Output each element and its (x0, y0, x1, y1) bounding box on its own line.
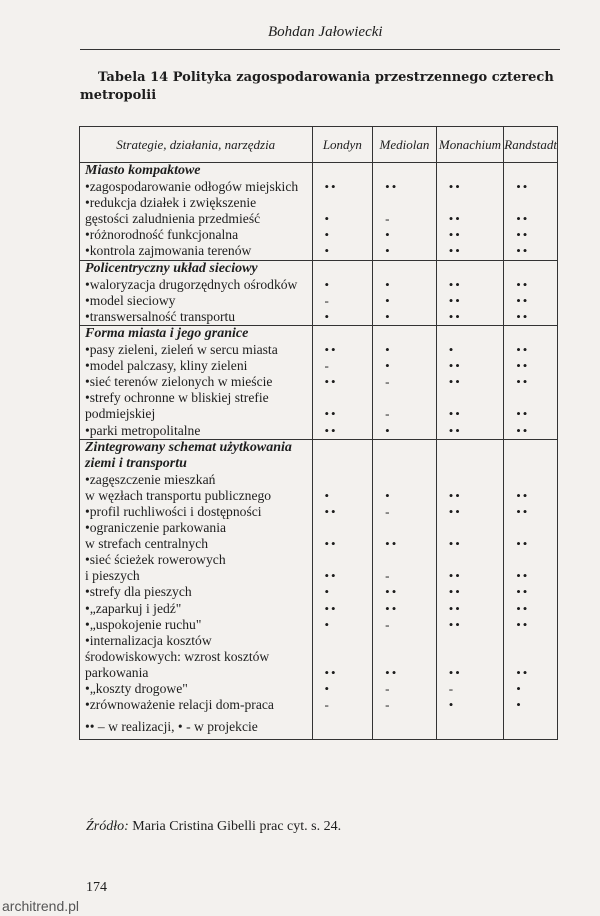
status-mark: - (324, 292, 331, 308)
table-section (80, 325, 558, 439)
status-mark: - (385, 568, 392, 584)
status-mark: • (324, 211, 332, 227)
header-randstadt: Randstadt (504, 127, 558, 163)
status-mark (437, 520, 504, 536)
strategy-item: •model palczasy, kliny zieleni (85, 358, 248, 374)
status-mark: •• (448, 664, 462, 680)
strategy-item: •profil ruchliwości i dostępności (85, 503, 262, 519)
status-mark (313, 440, 373, 456)
status-mark (313, 472, 373, 488)
status-mark: •• (324, 536, 338, 552)
status-mark (504, 326, 557, 342)
legend-spacer (313, 719, 373, 739)
strategy-item: •ograniczenie parkowania (85, 520, 227, 536)
status-mark: •• (324, 503, 338, 519)
status-mark: • (385, 292, 392, 308)
header-strategies: Strategie, działania, narzędzia (80, 127, 313, 163)
table-header-row (80, 127, 558, 163)
source-note (86, 819, 341, 835)
status-mark: • (324, 276, 332, 292)
status-mark: •• (385, 179, 399, 195)
strategy-item: •strefy ochronne w bliskiej strefie (85, 390, 269, 406)
status-mark (437, 552, 504, 568)
status-mark: •• (448, 227, 462, 243)
strategy-item: •waloryzacja drugorzędnych ośrodków (85, 276, 298, 292)
status-mark: •• (385, 664, 399, 680)
status-mark (373, 195, 436, 211)
status-mark: • (324, 681, 332, 696)
header-monachium: Monachium (436, 127, 504, 163)
status-mark (504, 633, 557, 649)
status-mark (373, 326, 436, 342)
status-mark: • (324, 616, 332, 632)
policy-table (79, 126, 558, 740)
status-mark (373, 390, 436, 406)
table-section (80, 260, 558, 325)
strategy-item: •transwersalność transportu (85, 308, 236, 324)
section-heading: ziemi i transportu (85, 455, 187, 471)
status-mark: - (385, 616, 392, 632)
city-marks-cell (373, 163, 437, 261)
status-mark: •• (516, 406, 530, 422)
strategy-item: •model sieciowy (85, 292, 176, 308)
status-mark: •• (324, 600, 338, 616)
status-mark: •• (448, 503, 462, 519)
status-mark (437, 163, 504, 179)
strategy-item: •zagospodarowanie odłogów miejskich (85, 179, 299, 195)
status-mark (313, 649, 373, 665)
city-marks-cell (312, 439, 373, 740)
status-mark (504, 649, 557, 665)
status-mark (373, 552, 436, 568)
status-mark: • (385, 308, 392, 324)
strategy-item: •pasy zieleni, zieleń w sercu miasta (85, 342, 278, 358)
status-mark (437, 195, 504, 211)
status-mark: - (385, 374, 392, 390)
status-mark: - (324, 697, 331, 713)
status-mark: - (385, 211, 392, 227)
status-mark: •• (516, 308, 530, 324)
status-mark (504, 390, 557, 406)
status-mark: •• (324, 568, 338, 584)
status-mark: • (324, 227, 332, 243)
status-mark: •• (448, 568, 462, 584)
status-mark: •• (448, 179, 462, 195)
table-section (80, 439, 558, 740)
page-number: 174 (86, 880, 107, 895)
city-marks-cell (436, 439, 504, 740)
strategy-item: •zrównoważenie relacji dom-praca (85, 697, 274, 713)
status-mark: •• (516, 292, 530, 308)
status-mark (437, 440, 504, 456)
strategy-cell (80, 325, 313, 439)
status-mark (504, 440, 557, 456)
status-mark (504, 195, 557, 211)
status-mark: •• (516, 374, 530, 390)
status-mark: •• (385, 584, 399, 600)
status-mark: •• (516, 422, 530, 438)
city-marks-cell (373, 439, 437, 740)
city-marks-cell (373, 325, 437, 439)
status-mark (373, 520, 436, 536)
status-mark (373, 633, 436, 649)
status-mark: • (448, 342, 456, 358)
status-mark (437, 472, 504, 488)
status-mark (504, 456, 557, 472)
status-mark: • (324, 584, 332, 600)
status-mark: - (385, 681, 392, 696)
status-mark: • (324, 487, 332, 503)
status-mark: •• (448, 358, 462, 374)
status-mark (373, 472, 436, 488)
status-mark (373, 440, 436, 456)
status-mark (313, 552, 373, 568)
status-mark: - (385, 406, 392, 422)
city-marks-cell (504, 260, 558, 325)
section-heading: Miasto kompaktowe (85, 163, 201, 178)
status-mark (313, 326, 373, 342)
city-marks-cell (312, 163, 373, 261)
city-marks-cell (436, 325, 504, 439)
strategy-item: •sieć ścieżek rowerowych (85, 552, 226, 568)
status-mark: •• (448, 308, 462, 324)
status-mark: - (448, 681, 456, 696)
status-mark (437, 326, 504, 342)
status-mark: • (385, 342, 392, 358)
status-mark: •• (516, 664, 530, 680)
city-marks-cell (436, 260, 504, 325)
status-mark (373, 456, 436, 472)
status-mark (504, 472, 557, 488)
status-mark: • (516, 681, 523, 696)
status-mark: •• (448, 292, 462, 308)
status-mark (373, 649, 436, 665)
status-mark: •• (516, 600, 530, 616)
status-mark: •• (448, 243, 462, 259)
strategy-item: •„uspokojenie ruchu" (85, 616, 202, 632)
section-heading: Forma miasta i jego granice (85, 325, 249, 341)
status-mark (313, 456, 373, 472)
status-mark: •• (516, 342, 530, 358)
city-marks-cell (504, 163, 558, 261)
strategy-cell (80, 260, 313, 325)
status-mark: •• (516, 358, 530, 374)
status-mark: •• (516, 616, 530, 632)
header-mediolan: Mediolan (373, 127, 437, 163)
status-mark (437, 456, 504, 472)
status-mark: •• (516, 211, 530, 227)
status-mark: •• (516, 536, 530, 552)
city-marks-cell (436, 163, 504, 261)
legend: •• – w realizacji, • - w projekcie (85, 719, 258, 735)
city-marks-cell (312, 325, 373, 439)
status-mark (313, 633, 373, 649)
status-mark: • (516, 697, 523, 713)
status-mark: • (324, 243, 332, 259)
status-mark: - (324, 358, 331, 374)
section-heading: Zintegrowany schemat użytkowania (85, 439, 292, 455)
status-mark (313, 195, 373, 211)
strategy-item: •strefy dla pieszych (85, 584, 192, 600)
strategy-item: •internalizacja kosztów (85, 632, 212, 648)
status-mark: • (385, 243, 392, 259)
strategy-cell (80, 163, 313, 261)
caption-line-1: Tabela 14 Polityka zagospodarowania przestrzennego czterech (98, 70, 554, 85)
status-mark (313, 261, 373, 277)
header-londyn: Londyn (312, 127, 373, 163)
table-caption (80, 69, 560, 105)
status-mark (504, 261, 557, 277)
status-mark (437, 633, 504, 649)
city-marks-cell (373, 260, 437, 325)
status-mark (504, 163, 557, 179)
status-mark: •• (448, 422, 462, 438)
status-mark: •• (448, 374, 462, 390)
status-mark: •• (448, 584, 462, 600)
strategy-item: •„zaparkuj i jedź" (85, 600, 182, 616)
status-mark (373, 261, 436, 277)
source-text: Maria Cristina Gibelli prac cyt. s. 24. (128, 819, 342, 834)
strategy-item: w węzłach transportu publicznego (85, 487, 272, 503)
status-mark (313, 520, 373, 536)
status-mark: - (385, 503, 392, 519)
table-section (80, 163, 558, 261)
status-mark: •• (516, 503, 530, 519)
status-mark: •• (448, 276, 462, 292)
strategy-item: podmiejskiej (85, 406, 156, 422)
status-mark: •• (385, 536, 399, 552)
status-mark (504, 520, 557, 536)
strategy-item: i pieszych (85, 568, 140, 584)
status-mark: •• (516, 179, 530, 195)
status-mark: •• (448, 211, 462, 227)
status-mark (437, 261, 504, 277)
status-mark: •• (324, 422, 338, 438)
status-mark (313, 390, 373, 406)
status-mark (373, 163, 436, 179)
status-mark: - (385, 697, 392, 713)
status-mark: •• (516, 227, 530, 243)
status-mark: • (448, 697, 456, 713)
status-mark: •• (448, 600, 462, 616)
caption-line-2: metropolii (80, 88, 157, 103)
status-mark (437, 649, 504, 665)
status-mark (504, 552, 557, 568)
strategy-item: •„koszty drogowe" (85, 681, 188, 696)
city-marks-cell (504, 325, 558, 439)
strategy-item: •sieć terenów zielonych w mieście (85, 374, 273, 390)
status-mark: • (385, 276, 392, 292)
status-mark: •• (516, 584, 530, 600)
status-mark: •• (448, 616, 462, 632)
section-heading: Policentryczny układ sieciowy (85, 260, 258, 276)
status-mark: • (385, 227, 392, 243)
strategy-cell (80, 439, 313, 740)
status-mark: •• (448, 487, 462, 503)
status-mark: •• (516, 243, 530, 259)
strategy-item: •kontrola zajmowania terenów (85, 243, 252, 259)
status-mark: •• (516, 568, 530, 584)
strategy-item: w strefach centralnych (85, 536, 209, 552)
status-mark: •• (385, 600, 399, 616)
status-mark: • (324, 308, 332, 324)
status-mark: •• (324, 664, 338, 680)
source-label: Źródło: (86, 819, 129, 834)
status-mark: •• (448, 406, 462, 422)
strategy-item: gęstości zaludnienia przedmieść (85, 211, 261, 227)
legend-spacer (373, 719, 436, 739)
status-mark: •• (448, 536, 462, 552)
strategy-item: •parki metropolitalne (85, 422, 201, 438)
status-mark: •• (324, 342, 338, 358)
strategy-item: środowiskowych: wzrost kosztów (85, 648, 270, 664)
running-head-author: Bohdan Jałowiecki (268, 24, 383, 40)
status-mark (313, 163, 373, 179)
status-mark: • (385, 358, 392, 374)
city-marks-cell (312, 260, 373, 325)
strategy-item: •redukcja działek i zwiększenie (85, 195, 257, 211)
status-mark (437, 390, 504, 406)
legend-spacer (437, 719, 504, 739)
status-mark: •• (324, 179, 338, 195)
strategy-item: parkowania (85, 664, 149, 680)
status-mark: •• (516, 276, 530, 292)
legend-spacer (504, 719, 557, 739)
status-mark: •• (324, 374, 338, 390)
status-mark: •• (516, 487, 530, 503)
city-marks-cell (504, 439, 558, 740)
header-rule (80, 49, 560, 50)
strategy-item: •różnorodność funkcjonalna (85, 227, 239, 243)
watermark: architrend.pl (2, 898, 80, 914)
strategy-item: •zagęszczenie mieszkań (85, 471, 216, 487)
status-mark: •• (324, 406, 338, 422)
status-mark: • (385, 422, 392, 438)
status-mark: • (385, 487, 392, 503)
